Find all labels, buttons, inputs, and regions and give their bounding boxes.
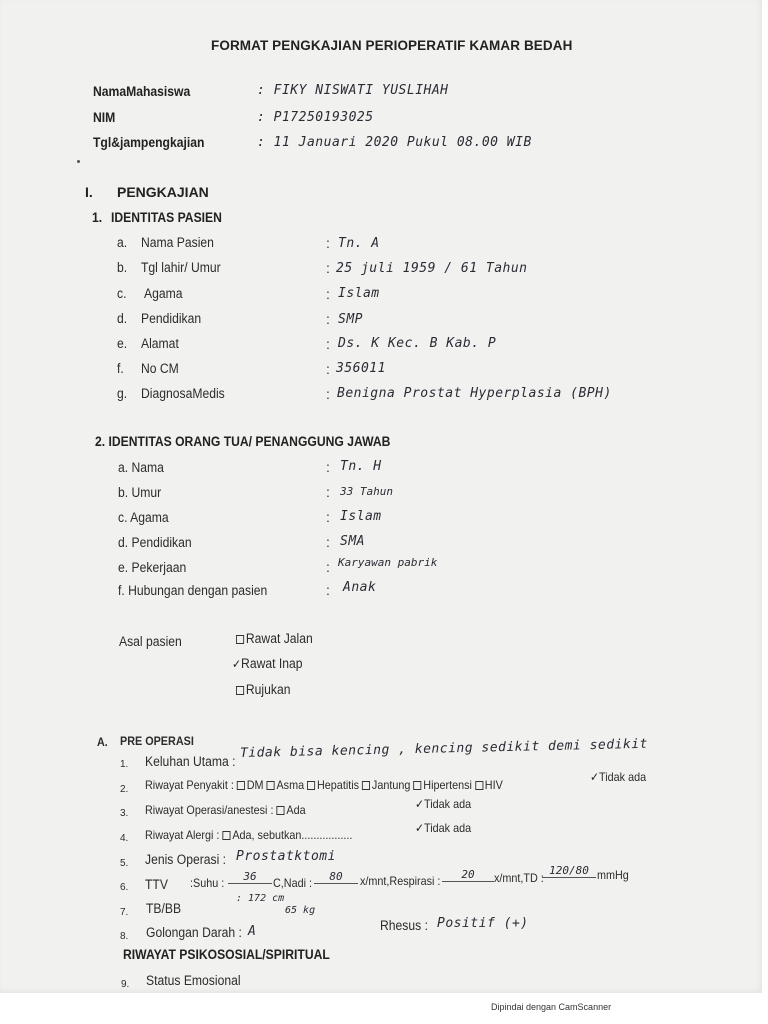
item-number-2: 2. (120, 784, 129, 795)
checkbox-icon[interactable] (475, 781, 483, 790)
document-page: FORMAT PENGKAJIAN PERIOPERATIF KAMAR BEDAH NamaMahasiswa : FIKY NISWATI YUSLIHAH NIM : P17250193025 Tgl&jampengkajian : 11 Januari 2020 Pukul 08.00 WIB I. PENGKAJIAN 1. IDENTITAS PASIEN a. Nama Pasien : Tn. A b. Tgl lahir/ Umur : 25 juli 1959 / 61 Tahun c. Agama : Islam d. Pendidikan : SMP e. Alamat : Ds. K Kec. B Kab. P f. No CM : 356011 g. DiagnosaMedis : Benigna Prostat Hyperplasia (BPH) 2. IDENTITAS ORANG TUA/ PENANGGUNG JAWAB a. Nama : Tn. H b. Umur : 33 Tahun c. Agama : Islam d. Pendidikan : SMA e. Pekerjaan : Karyawan pabrik f. Hubungan dengan pasien : Anak Asal pasien Rawat Jalan ✓Rawat Inap Rujukan A. PRE OPERASI 1. Keluhan Utama : Tidak bisa kencing , kencing sedikit demi sedikit 2. Riwayat Penyakit : DM Asma Hepatitis Jantung Hipertensi HIV ✓Tidak ada 3. Riwayat Operasi/anestesi : Ada ✓Tidak ada 4. Riwayat Alergi : Ada, sebutkan................. ✓Tidak ada 5. Jenis Operasi : Prostatktomi 6. TTV :Suhu : 36 C,Nadi : 80 x/mnt,Respirasi : 20 x/mnt,TD : 120/80 mmHg 7. TB/BB : 172 cm 65 kg 8. Golongan Darah : A Rhesus : Positif (+) RIWAYAT PSIKOSOSIAL/SPIRITUAL 9. Status Emosional (0, 0, 762, 993)
complaint-value: Tidak bisa kencing , kencing sedikit demi sedikit (239, 736, 649, 761)
weight-value: 65 kg (285, 905, 316, 916)
resp-label: x/mnt,Respirasi : (360, 874, 441, 888)
suhu-value: 36 (228, 870, 272, 884)
checkbox-icon[interactable] (222, 831, 230, 840)
patient-section-title: IDENTITAS PASIEN (111, 210, 222, 225)
origin-option-outpatient[interactable]: Rawat Jalan (236, 631, 313, 646)
surgery-row: Riwayat Operasi/anestesi : Ada (145, 803, 306, 817)
origin-option-inpatient[interactable]: ✓Rawat Inap (232, 656, 303, 671)
emotional-status-label: Status Emosional (146, 973, 241, 988)
height-value: : 172 cm (236, 893, 285, 904)
student-name-value: : FIKY NISWATI YUSLIHAH (257, 83, 449, 98)
psychosocial-title: RIWAYAT PSIKOSOSIAL/SPIRITUAL (123, 947, 330, 962)
resp-value: 20 (442, 868, 494, 882)
checkbox-icon[interactable] (236, 635, 244, 644)
preop-letter: A. (97, 735, 108, 749)
allergy-row: Riwayat Alergi : Ada, sebutkan................. (145, 828, 353, 842)
origin-label: Asal pasien (119, 634, 182, 649)
checkbox-icon[interactable] (276, 806, 284, 815)
operation-label: Jenis Operasi : (145, 852, 227, 867)
item-number-4: 4. (120, 833, 129, 844)
checkbox-icon[interactable] (413, 781, 421, 790)
operation-value: Prostatktomi (236, 849, 336, 864)
td-value: 120/80 (542, 864, 596, 878)
scan-speck (77, 160, 80, 163)
nim-label: NIM (93, 110, 116, 125)
nadi-label: C,Nadi : (273, 876, 313, 890)
history-row: Riwayat Penyakit : DM Asma Hepatitis Jantung Hipertensi HIV (145, 778, 503, 792)
blood-label: Golongan Darah : (146, 925, 242, 940)
item-number-3: 3. (120, 808, 129, 819)
student-name-label: NamaMahasiswa (93, 84, 191, 99)
section-title: PENGKAJIAN (117, 184, 209, 200)
date-value: : 11 Januari 2020 Pukul 08.00 WIB (257, 135, 532, 150)
nadi-value: 80 (314, 870, 358, 884)
checkmark-icon[interactable]: ✓ (232, 657, 242, 671)
checkbox-icon[interactable] (362, 781, 370, 790)
item-number-8: 8. (120, 931, 129, 942)
td-unit: mmHg (597, 868, 629, 882)
nim-value: : P17250193025 (257, 110, 374, 125)
checkbox-icon[interactable] (307, 781, 315, 790)
item-number-9: 9. (121, 979, 130, 990)
tbbb-label: TB/BB (146, 901, 182, 916)
checkmark-icon[interactable]: ✓ (590, 770, 600, 784)
checkbox-icon[interactable] (267, 781, 275, 790)
complaint-label: Keluhan Utama : (145, 754, 236, 769)
preop-title: PRE OPERASI (120, 734, 194, 748)
allergy-none-option[interactable]: ✓Tidak ada (415, 821, 472, 835)
scanner-watermark: Dipindai dengan CamScanner (491, 1002, 612, 1012)
blood-value: A (248, 924, 257, 939)
surgery-none-option[interactable]: ✓Tidak ada (415, 797, 472, 811)
ttv-label: TTV (145, 877, 168, 892)
document-title: FORMAT PENGKAJIAN PERIOPERATIF KAMAR BEDAH (211, 38, 573, 53)
item-number-1: 1. (120, 759, 129, 770)
checkbox-icon[interactable] (237, 781, 245, 790)
item-number-7: 7. (120, 907, 129, 918)
suhu-label: :Suhu : (190, 876, 225, 890)
guardian-section-title: 2. IDENTITAS ORANG TUA/ PENANGGUNG JAWAB (95, 434, 391, 449)
td-label: x/mnt,TD : (494, 871, 544, 885)
rhesus-value: Positif (+) (437, 916, 529, 931)
patient-number: 1. (92, 210, 103, 225)
date-label: Tgl&jampengkajian (93, 135, 205, 150)
rhesus-label: Rhesus : (380, 918, 428, 933)
checkmark-icon[interactable]: ✓ (415, 821, 425, 835)
checkmark-icon[interactable]: ✓ (415, 797, 425, 811)
section-number: I. (85, 184, 93, 200)
checkbox-icon[interactable] (236, 686, 244, 695)
item-number-6: 6. (120, 882, 129, 893)
history-none-option[interactable]: ✓Tidak ada (590, 770, 647, 784)
origin-option-referral[interactable]: Rujukan (236, 682, 290, 697)
item-number-5: 5. (120, 858, 129, 869)
